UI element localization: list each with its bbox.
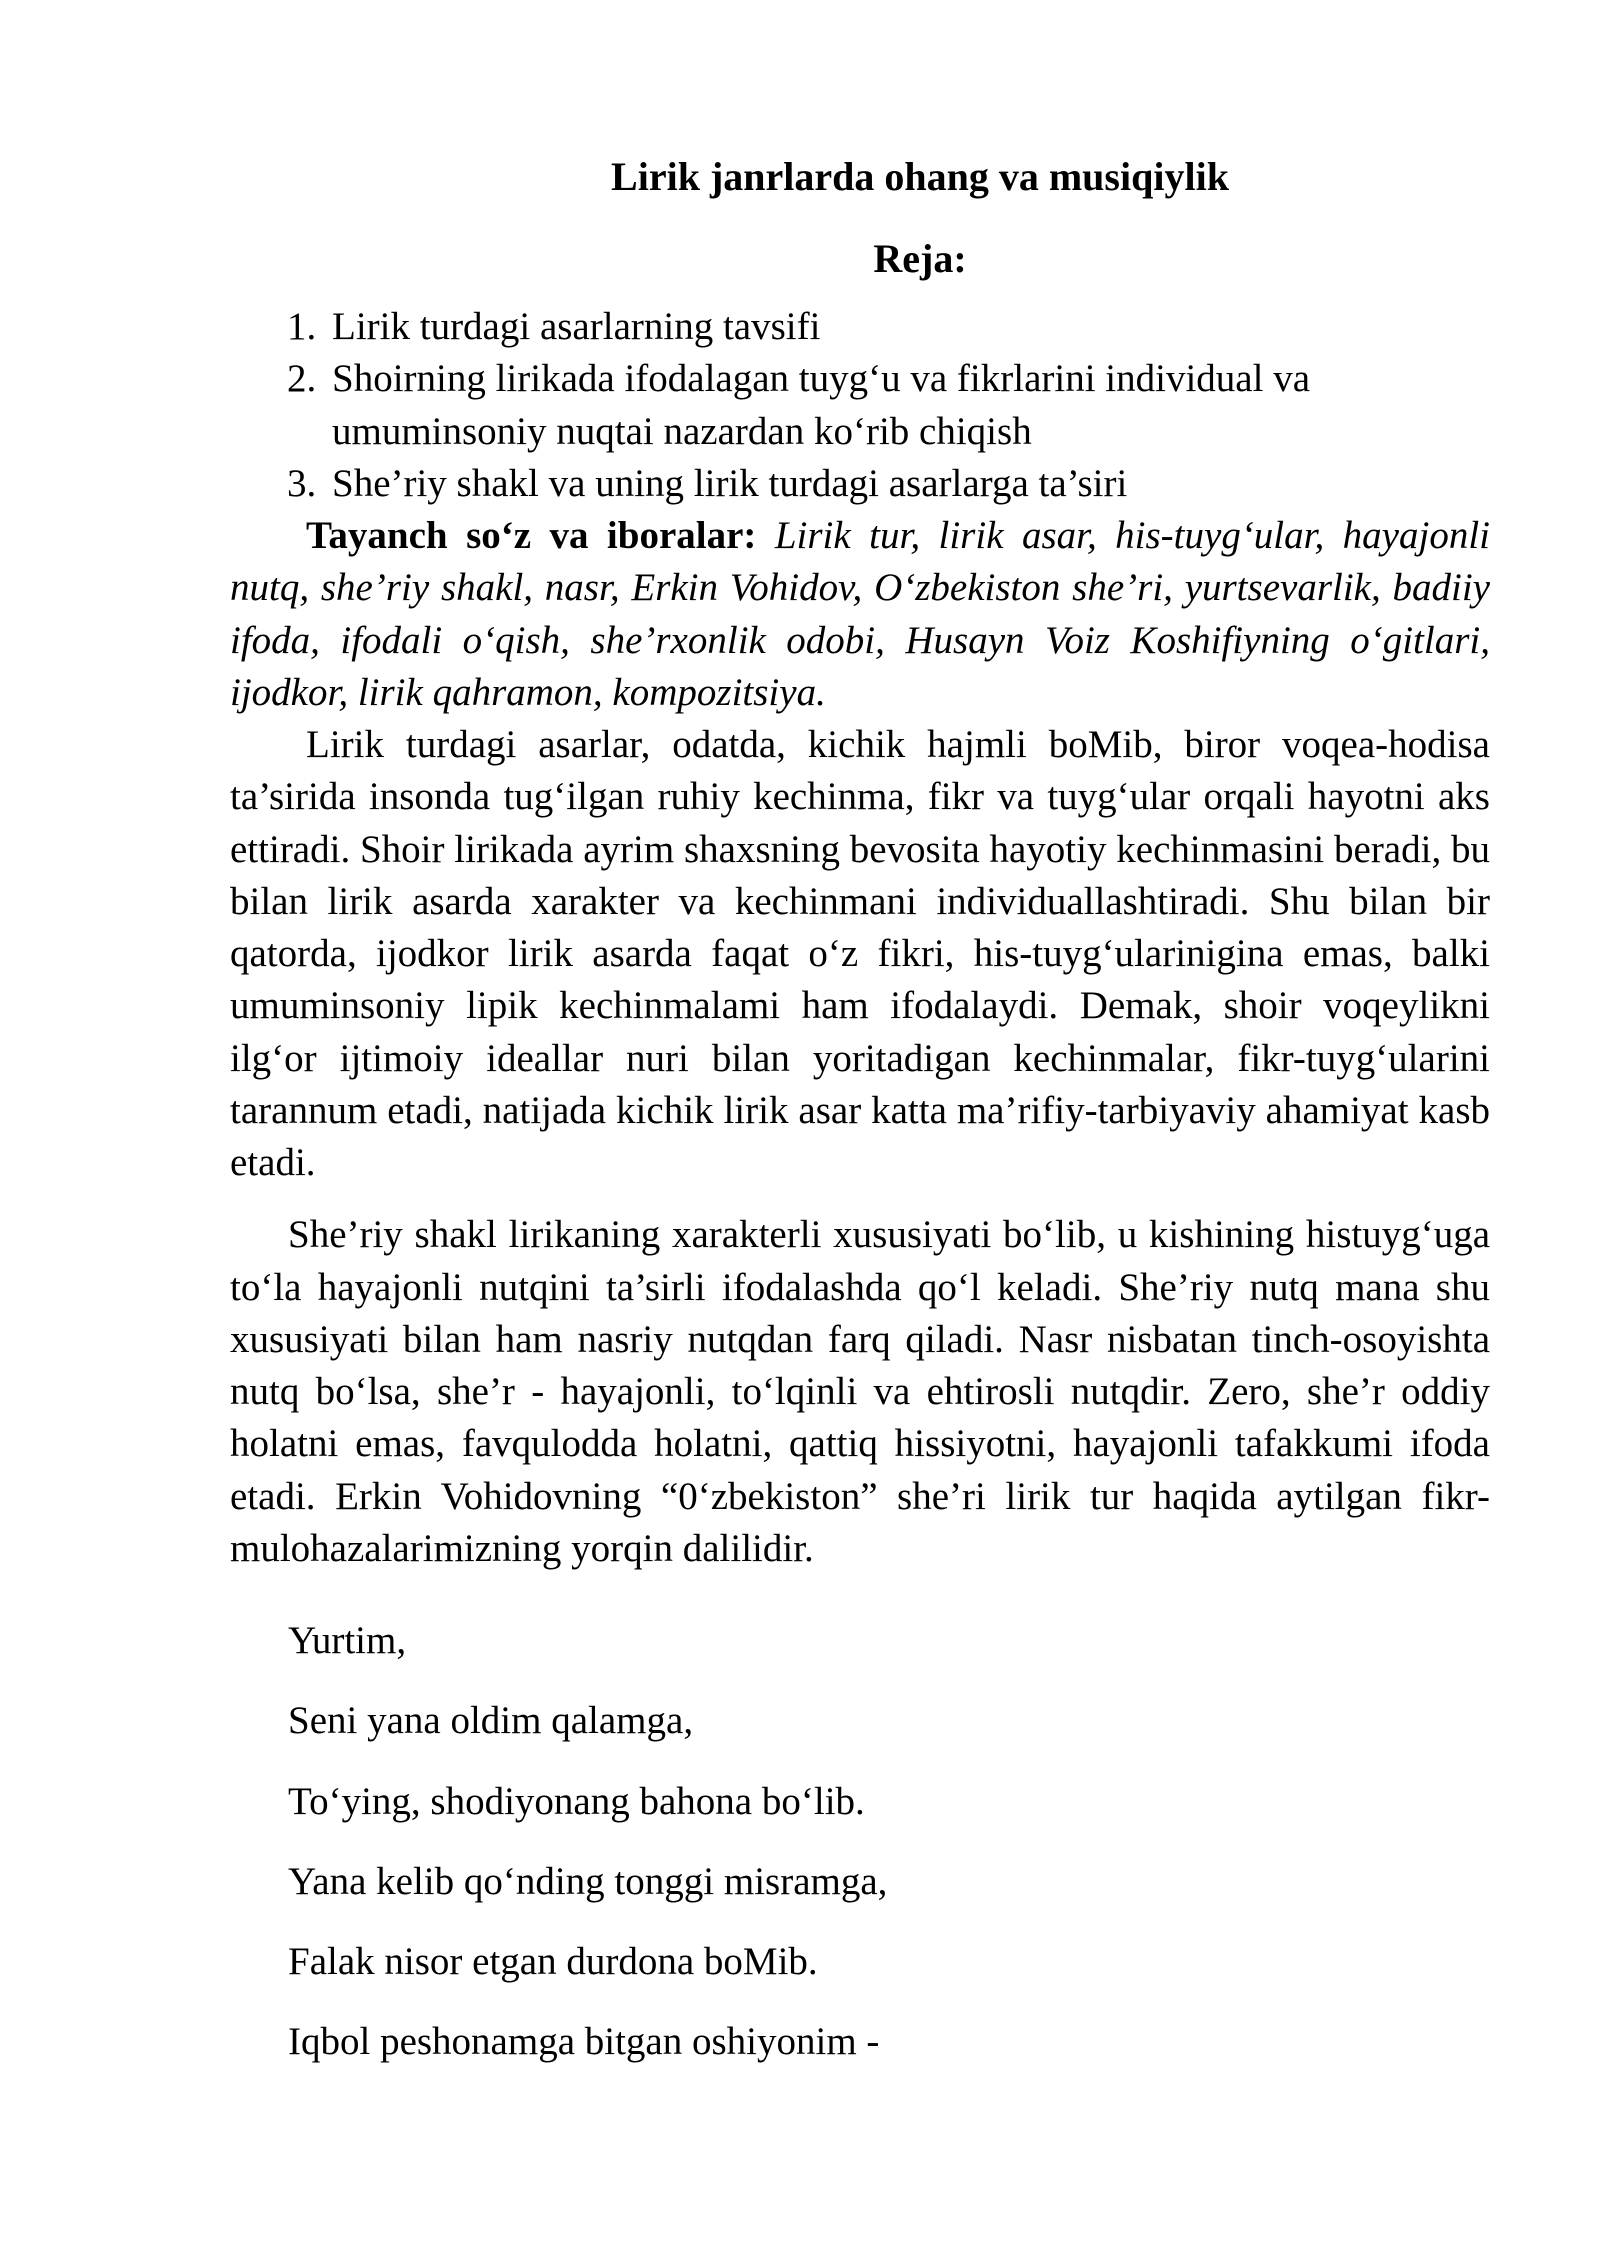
plan-item: 3. She’riy shakl va uning lirik turdagi asarlarga ta’siri [326,458,1490,510]
document-title: Lirik janrlarda ohang va musiqiylik [611,154,1229,199]
poem-excerpt [230,1615,1490,2069]
poem-line: Seni yana oldim qalamga, [288,1699,694,1743]
poem-line: Iqbol peshonamga bitgan oshiyonim - [288,2020,880,2064]
body-paragraph-2: She’riy shakl lirikaning xarakterli xususiyati bo‘lib, u kishining histuyg‘uga to‘la hayajonli nutqini ta’sirli ifodalashda qo‘l keladi. She’riy nutq mana shu xususiyati bilan ham nasriy nutqdan farq qiladi. Nasr nisbatan tinch-osoyishta nutq bo‘lsa, she’r - hayajonli, to‘lqinli va ehtirosli nutqdir. Zero, she’r oddiy holatni emas, favqulodda holatni, qattiq hissiyotni, hayajonli tafakkumi ifoda etadi. Erkin Vohidovning “0‘zbekiston” she’ri lirik tur haqida aytilgan fikr-mulohazalarimizning yorqin dalilidir. [230,1213,1490,1570]
poem-line: Yurtim, [288,1619,407,1663]
document-page [230,150,1490,2097]
keywords-label: Tayanch so‘z va iboralar: [306,514,757,558]
body-paragraph-1: Lirik turdagi asarlar, odatda, kichik hajmli boMib, biror voqea-hodisa ta’sirida insonda tug‘ilgan ruhiy kechinma, fikr va tuyg‘ular orqali hayotni aks ettiradi. Shoir lirikada ayrim shaxsning bevosita hayotiy kechinmasini beradi, bu bilan lirik asarda xarakter va kechinmani individuallashtiradi. Shu bilan bir qatorda, ijodkor lirik asarda faqat o‘z fikri, his-tuyg‘ularinigina emas, balki umuminsoniy lipik kechinmalami ham ifodalaydi. Demak, shoir voqeylikni ilg‘or ijtimoiy ideallar nuri bilan yoritadigan kechinmalar, fikr-tuyg‘ularini tarannum etadi, natijada kichik lirik asar katta ma’rifiy-tarbiyaviy ahamiyat kasb etadi. [230,723,1490,1185]
poem-line: To‘ying, shodiyonang bahona bo‘lib. [288,1779,865,1823]
plan-heading: Reja: [873,235,967,281]
poem-line: Yana kelib qo‘nding tonggi misramga, [288,1859,888,1903]
keywords-paragraph [230,510,1490,719]
plan-list [230,301,1490,510]
plan-item: 1. Lirik turdagi asarlarning tavsifi [326,301,1490,353]
keywords-list: Lirik tur, lirik asar, his-tuyg‘ular, hayajonli nutq, she’riy shakl, nasr, Erkin Vohidov, O‘zbekiston she’ri, yurtsevarlik, badiiy ifoda, ifodali o‘qish, she’rxonlik odobi, Husayn Voiz Koshifiyning o‘gitlari, ijodkor, lirik qahramon, kompozitsiya. [230,514,1491,714]
poem-line: Falak nisor etgan durdona boMib. [288,1940,818,1984]
plan-item: 2. Shoirning lirikada ifodalagan tuyg‘u va fikrlarini individual va umuminsoniy nuqtai nazardan ko‘rib chiqish [326,353,1490,458]
